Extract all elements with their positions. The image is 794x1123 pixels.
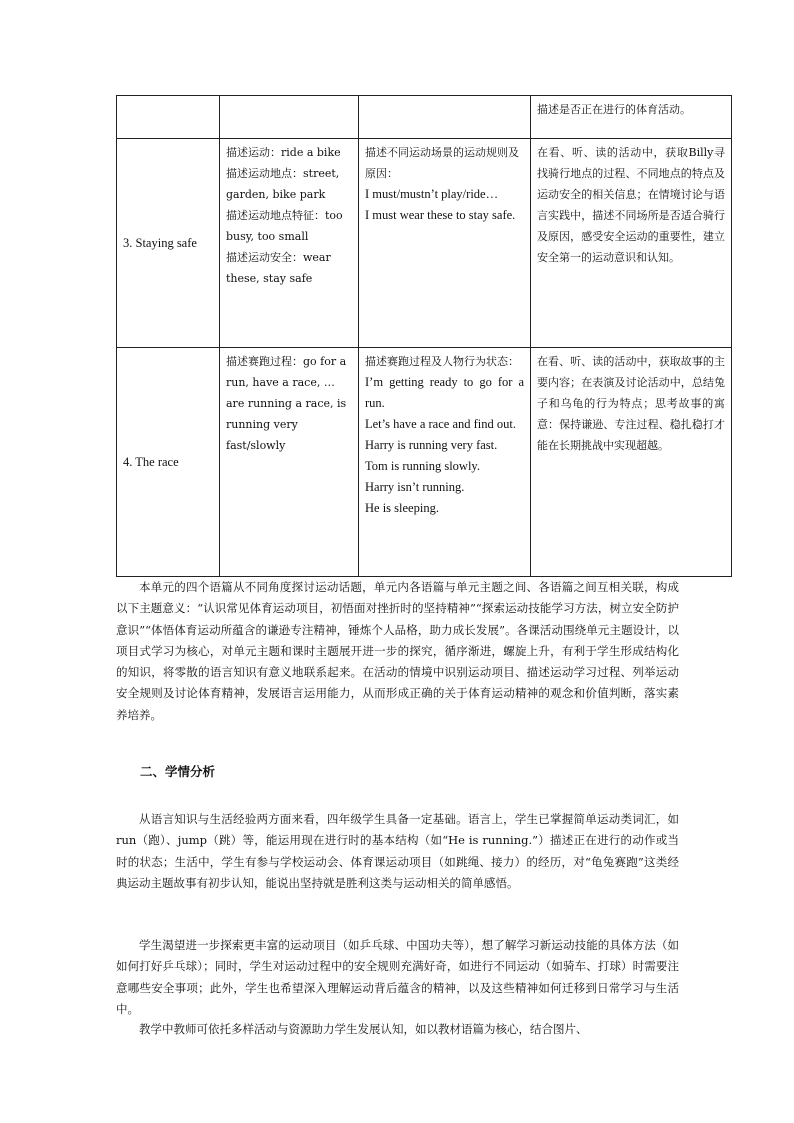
- cell-text: 描述赛跑过程：go for a run, have a race, …are running a race, is running very fast/slowly: [226, 355, 347, 452]
- cell-text: Tom is running slowly.: [365, 459, 480, 473]
- cell-text: Harry isn’t running.: [365, 480, 465, 494]
- cell-text: 描述运动：ride a bike: [226, 146, 341, 159]
- table-cell-structure: [359, 348, 531, 577]
- table-cell-objective: 在看、听、读的活动中，获取Billy寻找骑行地点的过程、不同地点的特点及运动安全的相关信息；在情境讨论与语言实践中，描述不同场所是否适合骑行及原因，感受安全运动的重要性，建立安全第一的运动意识和认知。: [531, 139, 732, 348]
- table-cell-structure: [359, 139, 531, 348]
- table-row: [117, 348, 732, 577]
- cell-text: Harry is running very fast.: [365, 438, 498, 452]
- table-cell-objective: 在看、听、读的活动中，获取故事的主要内容；在表演及讨论活动中，总结兔子和乌龟的行为特点；思考故事的寓意：保持谦逊、专注过程、稳扎稳打才能在长期挑战中实现超越。: [531, 348, 732, 577]
- cell-text: I must/mustn’t play/ride…: [365, 187, 499, 201]
- cell-text: 描述运动安全：wear these, stay safe: [226, 251, 331, 285]
- table-cell-lesson: [117, 96, 220, 139]
- learner-needs-paragraph: 学生渴望进一步探索更丰富的运动项目（如乒乓球、中国功夫等），想了解学习新运动技能的具体方法（如如何打好乒乓球）；同时，学生对运动过程中的安全规则充满好奇，如进行不同运动（如骑车、打球）时需要注意哪些安全事项；此外，学生也希望深入理解运动背后蕴含的精神，以及这些精神如何迁移到日常学习与生活中。: [116, 938, 679, 1016]
- cell-text: I must wear these to stay safe.: [365, 208, 516, 222]
- cell-text: 描述运动地点：street, garden, bike park: [226, 167, 340, 201]
- table-row: [117, 96, 732, 139]
- cell-text: 描述不同运动场景的运动规则及原因：: [365, 146, 519, 180]
- learner-analysis-paragraph: 从语言知识与生活经验两方面来看，四年级学生具备一定基础。语言上，学生已掌握简单运动类词汇，如 run（跑）、jump（跳）等，能运用现在进行时的基本结构（如“He is running.”）描述正在进行的动作或当时的状态；生活中，学生有参与学校运动会、体育课运动项目（如跳绳、接力）的经历，对“龟兔赛跑”这类经典运动主题故事有初步认知，能说出坚持就是胜利这类与运动相关的简单感悟。: [116, 812, 679, 890]
- section-heading: 二、学情分析: [140, 764, 216, 779]
- table-cell-lesson: 4. The race: [117, 348, 220, 577]
- table-cell-language: [220, 139, 359, 348]
- cell-text: Let’s have a race and find out.: [365, 417, 516, 431]
- table-cell-lesson: 3. Staying safe: [117, 139, 220, 348]
- table-cell-language: [220, 348, 359, 577]
- teaching-support-paragraph: 教学中教师可依托多样活动与资源助力学生发展认知，如以教材语篇为核心，结合图片、: [139, 1022, 588, 1036]
- unit-analysis-table: [116, 95, 732, 577]
- cell-text: 描述赛跑过程及人物行为状态：: [365, 355, 519, 368]
- cell-text: I’m getting ready to go for a run.: [365, 375, 524, 410]
- table-cell-objective: 描述是否正在进行的体育活动。: [531, 96, 732, 139]
- cell-text: 描述运动地点特征：too busy, too small: [226, 209, 343, 243]
- unit-summary-paragraph: 本单元的四个语篇从不同角度探讨运动话题，单元内各语篇与单元主题之间、各语篇之间互相关联，构成以下主题意义：“认识常见体育运动项目，初悟面对挫折时的坚持精神”“探索运动技能学习方法，树立安全防护意识”“体悟体育运动所蕴含的谦逊专注精神，锤炼个人品格，助力成长发展”。各课活动围绕单元主题设计，以项目式学习为核心，对单元主题和课时主题展开进一步的探究，循序渐进，螺旋上升，有利于学生形成结构化的知识，将零散的语言知识有意义地联系起来。在活动的情境中识别运动项目、描述运动学习过程、列举运动安全规则及讨论体育精神，发展语言运用能力，从而形成正确的关于体育运动精神的观念和价值判断，落实素养培养。: [116, 580, 679, 722]
- table-cell-language: [220, 96, 359, 139]
- unit-analysis-table-wrapper: [116, 95, 725, 577]
- cell-text: He is sleeping.: [365, 501, 439, 515]
- table-row: [117, 139, 732, 348]
- table-cell-structure: [359, 96, 531, 139]
